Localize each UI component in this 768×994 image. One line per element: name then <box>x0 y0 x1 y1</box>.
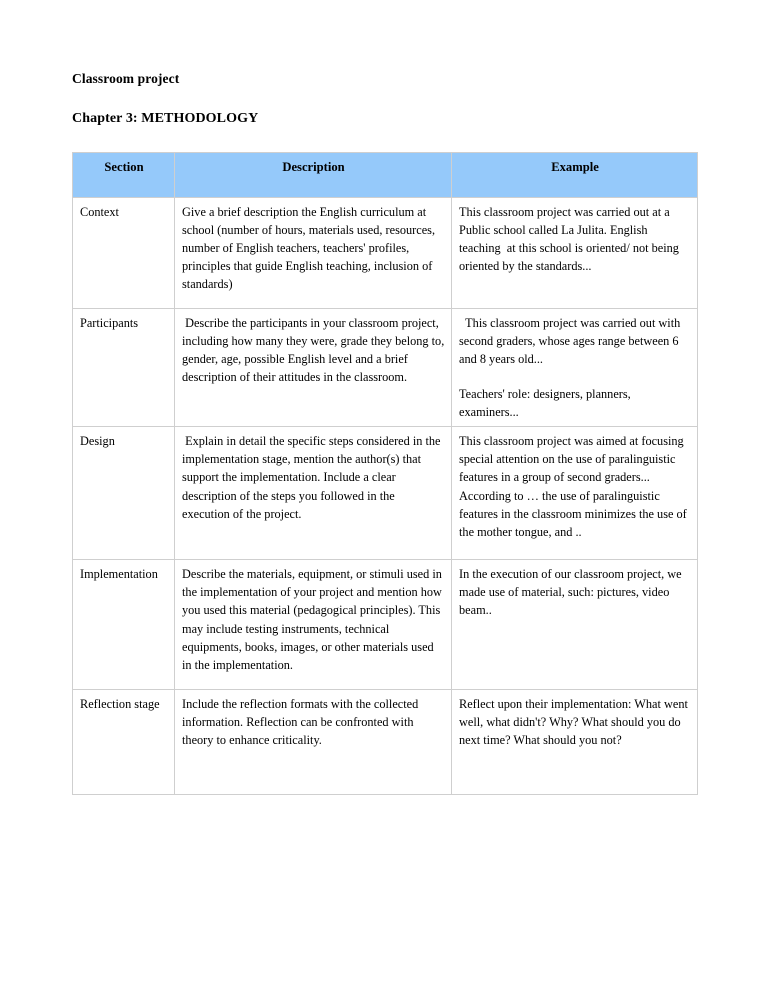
cell-example <box>452 427 698 560</box>
cell-section: Reflection stage <box>73 690 175 795</box>
table-row <box>73 690 698 795</box>
column-header-section: Section <box>73 153 175 198</box>
cell-example <box>452 690 698 795</box>
table-row <box>73 309 698 427</box>
cell-example <box>452 560 698 690</box>
cell-description <box>175 309 452 427</box>
cell-description <box>175 560 452 690</box>
description-text: Describe the materials, equipment, or stimuli used in the implementation of your project and mention how you used this material (pedagogical principles). This may include testing instruments, technical equipments, books, images, or other materials used in the implementation. <box>182 567 445 672</box>
example-paragraph: This classroom project was aimed at focusing special attention on the use of paralinguistic features in a group of second graders... According to … the use of paralinguistic features in the classroom minimizes the use of the mother tongue, and .. <box>459 434 690 539</box>
table-row <box>73 198 698 309</box>
description-text: Describe the participants in your classroom project, including how many they were, grade they belong to, gender, age, possible English level and a brief description of their attitudes in the classroom. <box>182 316 448 385</box>
cell-example <box>452 309 698 427</box>
example-paragraph: In the execution of our classroom project, we made use of material, such: pictures, video beam.. <box>459 567 685 618</box>
example-paragraph: Teachers' role: designers, planners, examiners... <box>459 387 634 420</box>
cell-example <box>452 198 698 309</box>
table-header <box>73 153 698 198</box>
description-text: Include the reflection formats with the collected information. Reflection can be confronted with theory to enhance criticality. <box>182 697 422 748</box>
example-paragraph: This classroom project was carried out at a Public school called La Julita. English teaching at this school is oriented/ not being oriented by the standards... <box>459 205 683 274</box>
description-text: Give a brief description the English curriculum at school (number of hours, materials used, resources, number of English teachers, teachers' profiles, principles that guide English teaching, inclusion of standards) <box>182 205 439 292</box>
column-header-example: Example <box>452 153 698 198</box>
table-row <box>73 427 698 560</box>
methodology-table <box>72 152 698 795</box>
table-header-row <box>73 153 698 198</box>
cell-section: Participants <box>73 309 175 427</box>
example-paragraph: This classroom project was carried out with second graders, whose ages range between 6 and 8 years old... <box>459 316 684 367</box>
cell-section: Design <box>73 427 175 560</box>
page-title: Classroom project <box>72 71 180 86</box>
example-paragraph: Reflect upon their implementation: What went well, what didn't? Why? What should you do next time? What should you not? <box>459 697 691 748</box>
column-header-description: Description <box>175 153 452 198</box>
table-body <box>73 198 698 795</box>
cell-section: Context <box>73 198 175 309</box>
chapter-heading: Chapter 3: METHODOLOGY <box>72 111 259 126</box>
table-row <box>73 560 698 690</box>
cell-description <box>175 198 452 309</box>
cell-section: Implementation <box>73 560 175 690</box>
cell-description <box>175 427 452 560</box>
description-text: Explain in detail the specific steps considered in the implementation stage, mention the author(s) that support the implementation. Include a clear description of the steps you followed in the execution of the project. <box>182 434 444 521</box>
cell-description <box>175 690 452 795</box>
